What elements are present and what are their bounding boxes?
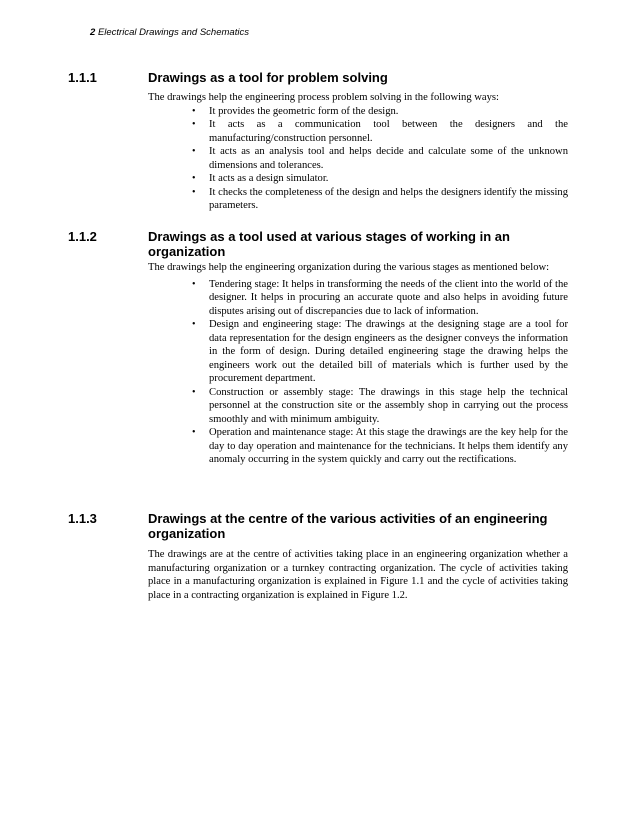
section-1-1-2 [68,229,568,467]
bullet-icon: • [192,319,196,330]
section-1-1-1 [68,70,568,213]
section-title: Drawings as a tool used at various stages of working in an organization [148,229,510,259]
bullet-icon: • [192,186,196,198]
list-item: • It acts as an analysis tool and helps decide and calculate some of the unknown dimensions and tolerances. [192,146,568,171]
section-intro: The drawings are at the centre of activities taking place in an engineering organization whether a manufacturing organization or a turnkey contracting organization. The cycle of activities taking place in a manufacturing organization is explained in Figure 1.1 and the cycle of activities taking place in a contracting organization is explained in Figure 1.2. [148,549,568,601]
list-item: • Construction or assembly stage: The drawings in this stage help the technical personnel at the construction site or the assembly shop in carrying out the process smoothly and with minimum ambiguity. [192,386,568,425]
bullet-icon: • [192,119,196,130]
bullet-list [192,105,568,213]
section-heading [68,70,568,85]
list-item: • Design and engineering stage: The drawings at the designing stage are a tool for data representation for the design engineers as the designer conveys the information in the form of design. During detailed engineering stage the drawing helps the engineers work out the detailed bill of materials which is further used by the procurement department. [192,319,568,384]
list-item: • Tendering stage: It helps in transforming the needs of the client into the world of the designer. It helps in procuring an accurate quote and also helps in avoiding future disputes arising out of discrepancies due to lack of information. [192,278,568,317]
section-title: Drawings as a tool for problem solving [148,70,388,85]
bullet-icon: • [192,427,196,438]
section-intro: The drawings help the engineering organization during the various stages as mentioned below: [148,262,550,273]
bullet-icon: • [192,146,196,157]
list-item: • Operation and maintenance stage: At this stage the drawings are the key help for the day to day operation and maintenance for the technicians. It helps them identify any anomaly occurring in the system quickly and carry out the rectifications. [192,427,568,465]
bullet-icon: • [192,386,196,398]
section-heading [68,229,568,259]
section-number: 1.1.2 [68,229,97,244]
section-number: 1.1.1 [68,70,97,85]
running-header [90,27,249,38]
bullet-icon: • [192,278,196,290]
section-1-1-3 [68,511,568,602]
bullet-icon: • [192,105,196,117]
list-item: • It provides the geometric form of the design. [192,105,399,117]
running-title: Electrical Drawings and Schematics [97,27,249,38]
list-item: • It acts as a design simulator. [192,173,329,184]
bullet-icon: • [192,173,196,184]
section-number: 1.1.3 [68,511,97,526]
section-intro: The drawings help the engineering process problem solving in the following ways: [148,92,499,103]
list-item: • It acts as a communication tool between the designers and the manufacturing/construction personnel. [192,119,568,144]
section-heading [68,511,568,541]
list-item: • It checks the completeness of the design and helps the designers identify the missing parameters. [192,186,568,211]
bullet-list [192,278,568,467]
page-number: 2 [90,27,96,38]
section-title: Drawings at the centre of the various activities of an engineering organization [148,511,548,541]
